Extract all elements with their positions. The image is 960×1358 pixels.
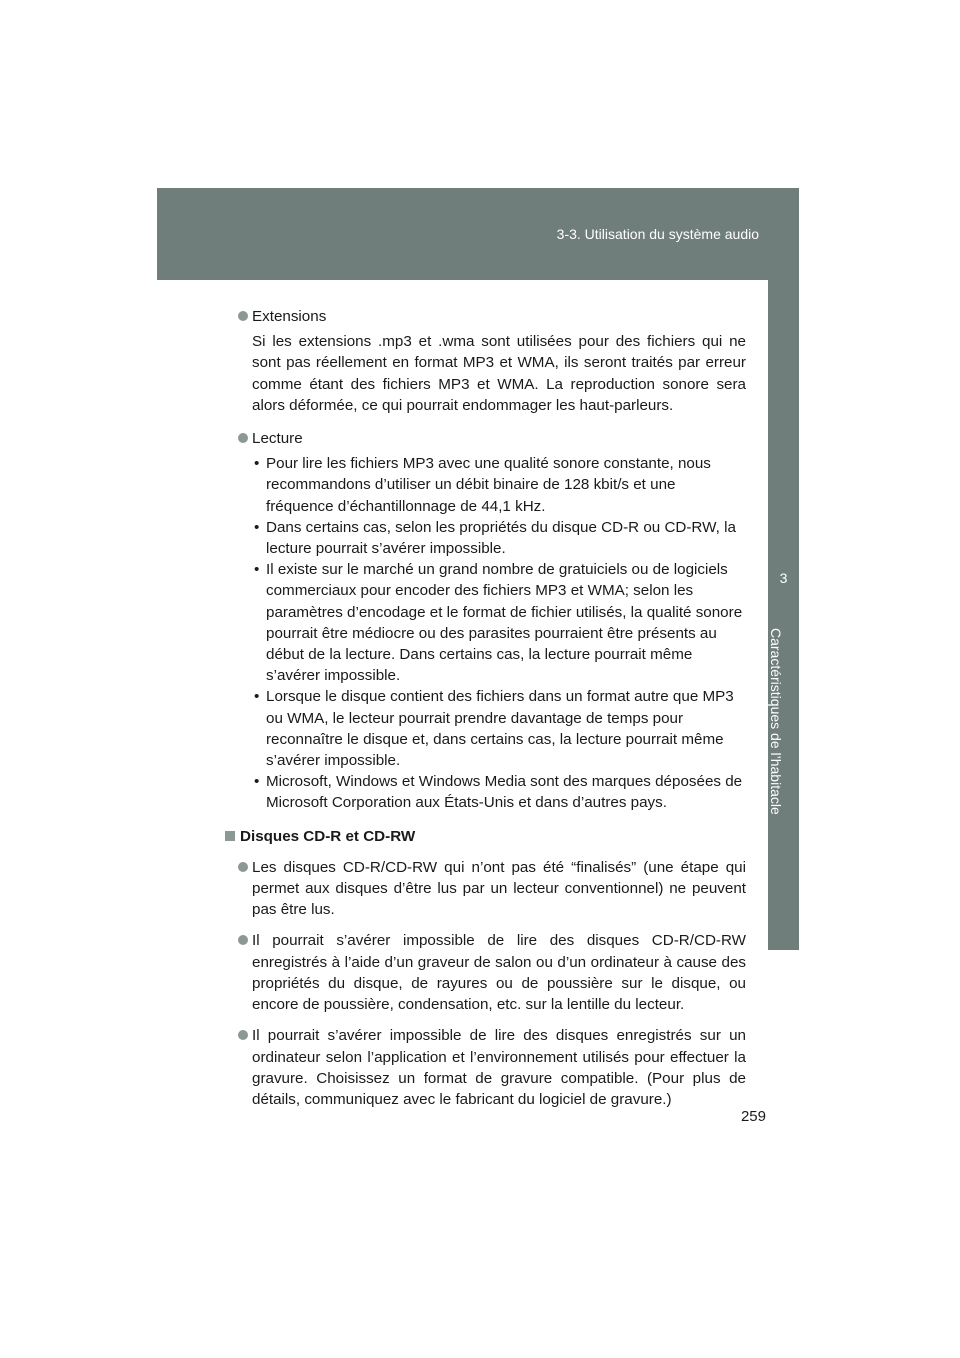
section-title: 3-3. Utilisation du système audio	[556, 226, 759, 242]
bullet-dot-icon	[238, 311, 248, 321]
lecture-list	[222, 453, 746, 813]
page-number: 259	[740, 1108, 766, 1125]
bullet-dot-icon	[238, 1030, 248, 1040]
side-tab	[768, 280, 799, 950]
list-item: Il pourrait s’avérer impossible de lire des disques CD-R/CD-RW enregistrés à l’aide d’un graveur de salon ou d’un ordinateur à cause des propriétés du disque, de rayures ou de poussière sur le disque, ou encore de poussière, condensation, etc. sur la lentille du lecteur.	[222, 930, 746, 1015]
list-item: • Dans certains cas, selon les propriétés du disque CD-R ou CD-RW, la lecture pourrait s’avérer impossible.	[254, 518, 736, 558]
extensions-heading: Extensions	[222, 306, 746, 327]
page-content	[222, 306, 746, 1110]
list-item: Il pourrait s’avérer impossible de lire des disques enregistrés sur un ordinateur selon l’application et l’environnement utilisés pour effectuer la gravure. Choisissez un format de gravure compatible. (Pour plus de détails, communiquez avec le fabricant du logiciel de gravure.)	[222, 1025, 746, 1110]
header-band	[157, 188, 799, 280]
extensions-text: Si les extensions .mp3 et .wma sont utilisées pour des fichiers qui ne sont pas réellement en format MP3 et WMA, ils seront traités par erreur comme étant des fichiers MP3 et WMA. La reproduction sonore sera alors déformée, ce qui pourrait endommager les haut-parleurs.	[252, 333, 746, 414]
disques-heading: Disques CD-R et CD-RW	[222, 826, 746, 847]
list-item: • Pour lire les fichiers MP3 avec une qualité sonore constante, nous recommandons d’utiliser un débit binaire de 128 kbit/s et une fréquence d’échantillonnage de 44,1 kHz.	[254, 455, 711, 515]
list-item: • Il existe sur le marché un grand nombre de gratuiciels ou de logiciels commerciaux pour encoder des fichiers MP3 et WMA; selon les paramètres d’encodage et le format de fichier utilisés, la qualité sonore pourrait être médiocre ou des parasites pourraient être présents au début de la lecture. Dans certains cas, la lecture pourrait même s’avérer impossible.	[254, 561, 743, 685]
chapter-number: 3	[779, 570, 788, 586]
list-item: Les disques CD-R/CD-RW qui n’ont pas été “finalisés” (une étape qui permet aux disques d’être lus par un lecteur conventionnel) ne peuvent pas être lus.	[222, 857, 746, 921]
lecture-heading: Lecture	[222, 428, 746, 449]
bullet-dot-icon	[238, 433, 248, 443]
list-item: • Microsoft, Windows et Windows Media sont des marques déposées de Microsoft Corporation aux États-Unis et dans d’autres pays.	[254, 773, 743, 812]
chapter-label: Caractéristiques de l’habitacle	[768, 628, 784, 815]
bullet-dot-icon	[238, 935, 248, 945]
list-item: • Lorsque le disque contient des fichiers dans un format autre que MP3 ou WMA, le lecteur pourrait prendre davantage de temps pour reconnaître le disque et, dans certains cas, la lecture pourrait même s’avérer impossible.	[254, 688, 734, 770]
square-bullet-icon	[225, 831, 235, 841]
bullet-dot-icon	[238, 862, 248, 872]
